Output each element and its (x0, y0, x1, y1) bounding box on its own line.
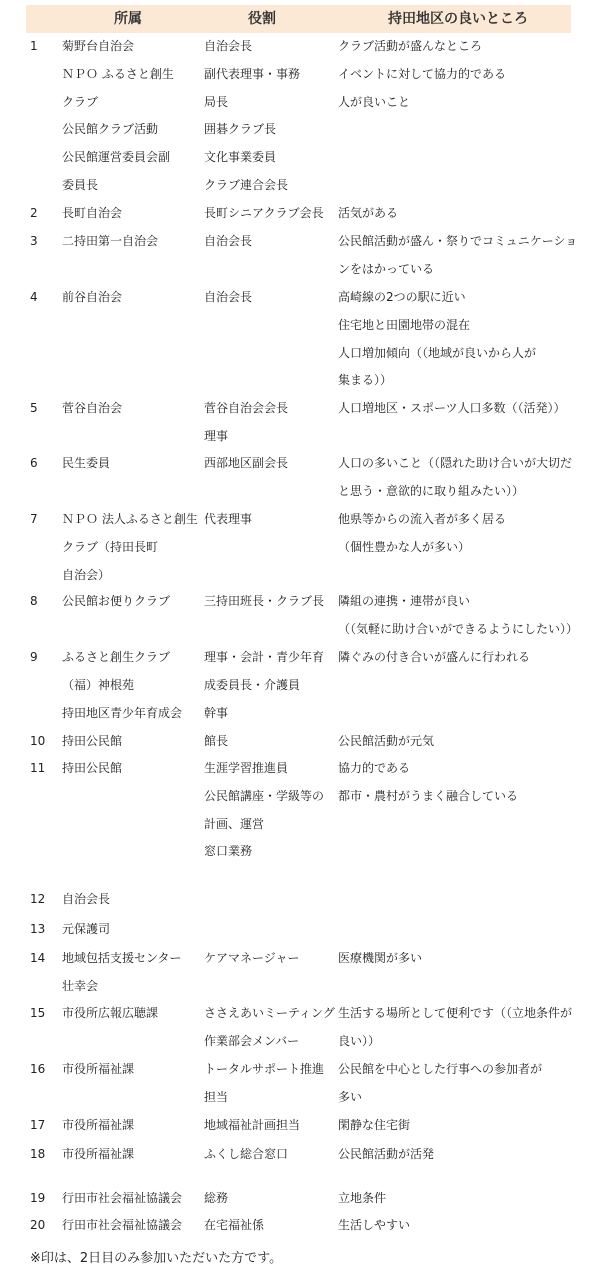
role-line: 局長 (204, 94, 229, 109)
affiliation-line: 長町自治会 (62, 206, 123, 220)
affiliation-line: ふるさと創生クラブ (62, 650, 171, 664)
table-header (26, 5, 571, 33)
affiliation-line: 菅谷自治会 (62, 401, 123, 415)
row-number: 1 (30, 39, 38, 53)
affiliation-line: 持田公民館 (62, 761, 123, 775)
role-line: 窓口業務 (204, 844, 253, 859)
affiliation-line: 地域包括支援センター (62, 951, 182, 965)
good-point-line: と思う・意欲的に取り組みたい）） (338, 483, 525, 498)
role-line: 三持田班長・クラブ長 (204, 594, 325, 608)
affiliation-line: クラブ（持田長町 (62, 539, 159, 554)
row-number: 3 (30, 234, 38, 248)
affiliation-line: 持田公民館 (62, 734, 123, 748)
header-role: 役割 (248, 11, 276, 27)
good-point-line: イベントに対して協力的である (338, 66, 507, 81)
affiliation-line: 市役所福祉課 (62, 1118, 135, 1132)
role-line: 成委員長・介護員 (204, 677, 301, 692)
row-number: 2 (30, 206, 38, 220)
good-point-line: 公民館活動が元気 (338, 734, 435, 748)
affiliation-line: 行田市社会福祉協議会 (62, 1218, 183, 1232)
row-number: 7 (30, 512, 38, 526)
role-line: 作業部会メンバー (204, 1033, 300, 1048)
good-point-line: （（気軽に助け合いができるようにしたい）） (338, 621, 579, 636)
good-point-line: 隣組の連携・連帯が良い (338, 594, 471, 608)
row-number: 9 (30, 650, 38, 664)
affiliation-line: （福）神根苑 (62, 677, 135, 692)
role-line: 理事・会計・青少年育 (204, 650, 325, 664)
role-line: 西部地区副会長 (204, 456, 289, 470)
affiliation-line: 自治会） (62, 567, 111, 582)
row-number: 12 (30, 892, 46, 906)
role-line: 地域福祉計画担当 (204, 1118, 301, 1132)
header-affiliation: 所属 (114, 11, 142, 27)
affiliation-line: 公民館お便りクラブ (62, 594, 171, 608)
good-point-line: 人口の多いこと（（隠れた助け合いが大切だ (338, 456, 573, 470)
row-number: 5 (30, 401, 38, 415)
affiliation-line: 民生委員 (62, 456, 111, 470)
row-number: 11 (30, 761, 46, 775)
good-point-line: ンをはかっている (338, 261, 435, 276)
affiliation-line: 元保護司 (62, 922, 111, 936)
role-line: 副代表理事・事務 (204, 66, 301, 81)
header-good-points: 持田地区の良いところ (388, 11, 528, 27)
affiliation-line: 市役所広報広聴課 (62, 1006, 159, 1020)
affiliation-line: ＮＰＯ 法人ふるさと創生 (62, 512, 198, 526)
good-point-line: 人口増加傾向（（地域が良いから人が (338, 345, 537, 360)
role-line: 生涯学習推進員 (204, 761, 289, 775)
good-point-line: 住宅地と田園地帯の混在 (338, 317, 471, 332)
footer-note: ※印は、2日目のみ参加いただいた方です。 (30, 1251, 283, 1266)
good-point-line: 公民館を中心とした行事への参加者が (338, 1062, 543, 1076)
good-point-line: 協力的である (338, 761, 411, 775)
row-number: 19 (30, 1191, 46, 1205)
row-number: 18 (30, 1147, 46, 1161)
good-point-line: クラブ活動が盛んなところ (338, 39, 483, 53)
role-line: ささえあいミーティング (204, 1006, 335, 1020)
role-line: 囲碁クラブ長 (204, 122, 277, 137)
role-line: 在宅福祉係 (204, 1218, 265, 1232)
affiliation-line: クラブ (62, 94, 99, 109)
role-line: 計画、運営 (204, 816, 265, 831)
role-line: 文化事業委員 (204, 150, 277, 165)
role-line: 館長 (204, 734, 229, 748)
affiliation-line: 市役所福祉課 (62, 1062, 135, 1076)
role-line: ふくし総合窓口 (204, 1147, 289, 1161)
row-number: 15 (30, 1006, 46, 1020)
role-line: 自治会長 (204, 39, 253, 53)
role-line: 自治会長 (204, 234, 253, 248)
affiliation-line: 委員長 (62, 178, 99, 192)
role-line: 総務 (204, 1191, 229, 1205)
role-line: 長町シニアクラブ会長 (204, 206, 324, 220)
good-point-line: 都市・農村がうまく融合している (338, 788, 519, 803)
affiliation-line: 市役所福祉課 (62, 1147, 135, 1161)
good-point-line: 医療機関が多い (338, 951, 423, 965)
good-point-line: 集まる）） (338, 373, 393, 388)
good-point-line: 公民館活動が盛ん・祭りでコミュニケーショ (338, 234, 578, 248)
good-point-line: 多い (338, 1089, 363, 1104)
affiliation-line: 行田市社会福祉協議会 (62, 1191, 183, 1205)
role-line: 担当 (204, 1089, 229, 1104)
affiliation-line: 持田地区青少年育成会 (62, 705, 183, 720)
row-number: 8 (30, 594, 38, 608)
good-point-line: 立地条件 (338, 1191, 387, 1205)
row-number: 17 (30, 1118, 46, 1132)
good-point-line: 生活する場所として便利です（（立地条件が (338, 1006, 573, 1020)
row-number: 10 (30, 734, 46, 748)
affiliation-line: 壮幸会 (62, 978, 99, 993)
good-point-line: （個性豊かな人が多い） (338, 539, 471, 554)
affiliation-line: 菊野台自治会 (62, 39, 135, 53)
good-point-line: 生活しやすい (338, 1218, 411, 1232)
role-line: 自治会長 (204, 290, 253, 304)
affiliation-line: 二持田第一自治会 (62, 234, 159, 248)
role-line: 幹事 (204, 705, 229, 720)
role-line: 代表理事 (204, 512, 253, 526)
good-point-line: 良い）） (338, 1033, 381, 1048)
row-number: 6 (30, 456, 38, 470)
role-line: ケアマネージャー (204, 951, 300, 965)
row-number: 13 (30, 922, 46, 936)
row-number: 20 (30, 1218, 46, 1232)
role-line: 公民館講座・学級等の (204, 788, 325, 803)
role-line: 理事 (204, 428, 229, 443)
good-point-line: 隣ぐみの付き合いが盛んに行われる (338, 650, 531, 664)
role-line: トータルサポート推進 (204, 1062, 325, 1076)
affiliation-line: 前谷自治会 (62, 290, 123, 304)
role-line: 菅谷自治会会長 (204, 401, 289, 415)
good-point-line: 公民館活動が活発 (338, 1147, 435, 1161)
affiliation-line: 公民館運営委員会副 (62, 150, 171, 165)
affiliation-line: 公民館クラブ活動 (62, 122, 159, 137)
affiliation-line: 自治会長 (62, 892, 111, 906)
good-point-line: 活気がある (338, 206, 399, 220)
good-point-line: 人が良いこと (338, 94, 411, 109)
good-point-line: 人口増地区・スポーツ人口多数（（活発）） (338, 401, 566, 415)
row-number: 14 (30, 951, 46, 965)
good-point-line: 閑静な住宅街 (338, 1118, 411, 1132)
row-number: 16 (30, 1062, 46, 1076)
good-point-line: 高崎線の2つの駅に近い (338, 290, 466, 304)
affiliation-line: ＮＰＯ ふるさと創生 (62, 66, 174, 81)
role-line: クラブ連合会長 (204, 178, 289, 192)
good-point-line: 他県等からの流入者が多く居る (338, 512, 507, 526)
row-number: 4 (30, 290, 38, 304)
